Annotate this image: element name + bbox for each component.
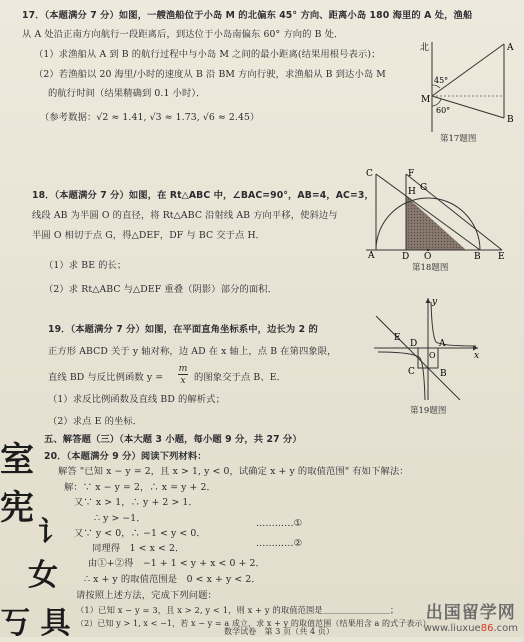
q19-fig-B: B [440, 369, 447, 379]
q18-line-4: （1）求 BE 的长； [44, 260, 127, 271]
q19-line-4: （1）求反比例函数及直线 BD 的解析式； [48, 394, 225, 405]
side-glyph-5: 丂 具 [0, 606, 71, 641]
q19-fig-y: y [432, 297, 438, 307]
q19-fraction [178, 363, 188, 386]
side-glyph-4: 女 [28, 558, 58, 593]
q19-figure [370, 296, 482, 402]
q17-line-4: （2）若渔船以 20 海里/小时的速度从 B 沿 BM 方向行驶，求渔船从 B 到达小岛 M [34, 69, 386, 80]
q18-line-2: 线段 AB 为半圆 O 的直径，将 Rt△ABC 沿射线 AB 方向平移，使斜边与 [32, 210, 338, 221]
q19-frac-num: m [178, 363, 188, 374]
page-footer: 数学试卷 第 3 页（共 4 页） [224, 627, 335, 636]
q20-line-8: 由①+②得 −1 + 1 < y + x < 0 + 2． [88, 558, 265, 569]
q17-fig-angle1: 45° [434, 76, 449, 85]
q20-line-10: 请按照上述方法，完成下列问题： [76, 590, 217, 601]
site-watermark [424, 598, 518, 634]
q18-fig-E: E [498, 252, 505, 260]
q18-fig-G: G [420, 183, 428, 193]
q18-caption: 第18题图 [412, 263, 449, 273]
q18-fig-D: D [402, 252, 410, 260]
q18-fig-H: H [408, 187, 416, 197]
q18-line-3: 半圆 O 相切于点 G，得△DEF，DF 与 BC 交于点 H． [32, 230, 266, 241]
q19-fig-E: E [394, 333, 401, 343]
q17-fig-A: A [507, 43, 514, 53]
watermark-cn: 出国留学网 [425, 603, 516, 623]
q18-fig-C: C [366, 169, 373, 179]
q18-fig-O: O [424, 252, 432, 260]
q20-line-1: 20．（本题满分 9 分）阅读下列材料： [44, 451, 207, 462]
q19-line-2: 正方形 ABCD 关于 y 轴对称，边 AD 在 x 轴上，点 B 在第四象限， [48, 346, 337, 357]
q19-line-3b: 的图象交于点 B、E． [194, 372, 287, 383]
q17-fig-B: B [507, 115, 514, 125]
q18-figure [362, 168, 512, 260]
q19-fig-A: A [439, 339, 446, 349]
q18-line-5: （2）求 Rt△ABC 与△DEF 重叠（阴影）部分的面积． [44, 284, 278, 295]
q17-line-2: 从 A 处沿正南方向航行一段距离后，到达位于小岛南偏东 60° 方向的 B 处． [22, 29, 344, 40]
q19-fig-C: C [408, 367, 415, 377]
side-glyph-3: 讠 [38, 515, 67, 548]
side-glyph-2: 宪 [0, 488, 34, 528]
q20-line-3: 解：∵ x − y = 2，∴ x = y + 2． [64, 482, 216, 493]
section-5-heading: 五、解答题（三）（本大题 3 小题，每小题 9 分，共 27 分） [44, 434, 302, 445]
side-glyph-1: 室 [0, 440, 34, 480]
watermark-url-a: www.liuxue [423, 623, 481, 634]
q19-fig-O: O [429, 351, 436, 360]
q17-figure [404, 40, 514, 132]
q19-fig-x: x [474, 351, 480, 361]
q17-line-6: （参考数据：√2 ≈ 1.41, √3 ≈ 1.73, √6 ≈ 2.45） [40, 112, 260, 123]
q19-line-3a: 直线 BD 与反比例函数 y = [48, 372, 164, 383]
q19-caption: 第19题图 [410, 406, 447, 416]
q20-line-4: 又∵ x > 1，∴ y + 2 > 1． [74, 497, 198, 508]
q20-line-12: （2）已知 y > 1, x < −1，若 x − y = a 成立，求 x + y 的取值范围（结果用含 a 的式子表示）． [76, 619, 435, 628]
q18-fig-F: F [408, 169, 415, 179]
q20-line-6: 又∵ y < 0，∴ −1 < y < 0． [74, 528, 206, 539]
q18-fig-B: B [474, 252, 481, 260]
q19-line-1: 19．（本题满分 7 分）如图，在平面直角坐标系中，边长为 2 的 [48, 324, 318, 335]
q17-fig-north: 北 [420, 43, 430, 53]
q20-line-11: （1）已知 x − y = 3，且 x > 2, y < 1，则 x + y 的取值范围是＿＿＿＿＿＿＿＿； [76, 605, 399, 615]
q20-line-7: 同理得 1 < x < 2． [92, 543, 185, 554]
q17-line-3: （1）求渔船从 A 到 B 的航行过程中与小岛 M 之间的最小距离(结果用根号表示)； [34, 49, 381, 60]
q20-mark-1: …………① [256, 518, 303, 529]
watermark-url [424, 623, 518, 634]
watermark-url-c: .com [493, 623, 518, 634]
q19-fig-D: D [410, 339, 418, 349]
q17-line-1: 17．（本题满分 7 分）如图，一艘渔船位于小岛 M 的北偏东 45° 方向、距离小岛 180 海里的 A 处，渔船 [22, 10, 473, 21]
q20-line-5: ∴ y > −1． [94, 513, 146, 524]
q20-mark-2: …………② [256, 538, 303, 549]
watermark-url-b: 86 [480, 623, 494, 634]
q19-line-5: （2）求点 E 的坐标． [48, 416, 143, 427]
q17-caption: 第17题图 [440, 134, 477, 144]
q20-line-2: 解答 "已知 x − y = 2，且 x > 1, y < 0，试确定 x + y 的取值范围" 有如下解法： [58, 466, 409, 477]
q20-line-9: ∴ x + y 的取值范围是 0 < x + y < 2． [84, 574, 261, 585]
q18-line-1: 18．（本题满分 7 分）如图，在 Rt△ABC 中，∠BAC=90°，AB=4，AC=3， [32, 190, 374, 201]
q17-fig-angle2: 60° [436, 106, 451, 115]
q17-line-5: 的航行时间（结果精确到 0.1 小时）． [48, 88, 206, 99]
q17-fig-M: M [421, 95, 431, 105]
q18-fig-A: A [368, 251, 375, 260]
q19-frac-den: x [178, 374, 188, 386]
